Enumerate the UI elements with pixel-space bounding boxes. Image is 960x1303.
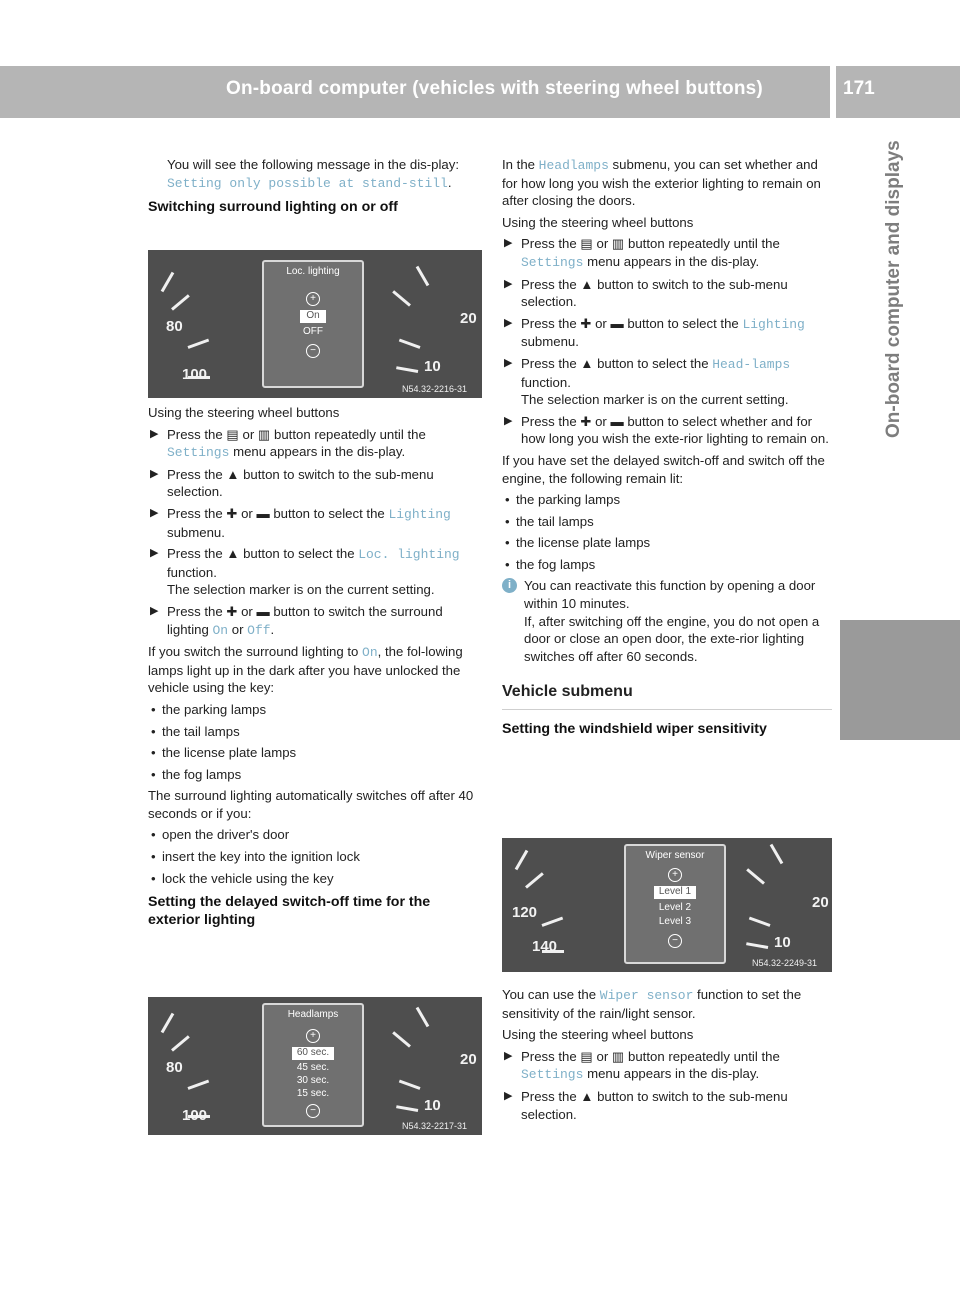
step-1: ▶ Press the ▤ or ▥ button repeatedly until the Settings menu appears in the dis-play. [150,426,426,461]
arrow-icon: ▶ [504,316,513,329]
gauge-number: 100 [182,1107,208,1124]
arrow-icon: ▶ [504,237,513,250]
side-tab-marker [840,620,960,740]
minus-icon: − [668,934,682,948]
heading-wiper-sensitivity: Setting the windshield wiper sensitivity [502,721,767,738]
list-item: • the fog lamps [151,766,242,782]
list-item: • the parking lamps [151,701,267,717]
arrow-icon: ▶ [504,277,513,290]
list-item: • open the driver's door [151,827,290,843]
gauge-number: 10 [424,358,441,375]
list-item: • the license plate lamps [151,745,297,761]
right-column [502,156,832,746]
plus-icon: + [306,1029,320,1043]
step-2: ▶ Press the ▲ button to switch to the sub-menu selection. [504,276,788,310]
gauge-number: 120 [512,904,538,921]
step-3: ▶ Press the ✚ or ▬ button to select the Lighting submenu. [504,315,805,350]
arrow-icon: ▶ [150,547,159,560]
step-1: ▶ Press the ▤ or ▥ button repeatedly until the Settings menu appears in the dis-play. [504,236,780,270]
info-note: i You can reactivate this function by opening a door within 10 minutes. If, after switching off the engine, you do not open a door or close an open door, the exte-rior lighting switches off after 60 seconds. [502,577,832,665]
list-item: • the fog lamps [505,556,596,572]
figure-headlamps [148,997,482,1135]
display-title: Headlamps [287,1009,339,1020]
gauge-number: 20 [460,310,477,327]
page-header-title: On-board computer (vehicles with steering wheel buttons) [226,78,763,99]
arrow-icon: ▶ [504,356,513,369]
step-2: ▶ Press the ▲ button to switch to the sub-menu selection. [150,466,434,500]
display-panel [624,844,726,964]
figure-reference: N54.32-2217-31 [402,1121,468,1131]
instruction-lead: Using the steering wheel buttons [502,214,694,230]
display-title: Loc. lighting [286,266,340,277]
minus-icon: − [306,344,320,358]
step-5: ▶ Press the ✚ or ▬ button to select whether and for how long you wish the exte-rior lighting to remain on. [504,413,829,447]
arrow-icon: ▶ [504,1049,513,1062]
display-option: 15 sec. [296,1088,330,1099]
instruction-lead: Using the steering wheel buttons [502,1027,694,1043]
paragraph: The surround lighting automatically switches off after 40 seconds or if you: [148,788,474,821]
list-item: • the license plate lamps [505,535,651,551]
arrow-icon: ▶ [150,427,159,440]
info-icon: i [502,578,517,593]
plus-icon: + [668,868,682,882]
gauge-number: 10 [774,934,791,951]
step-4: ▶ Press the ▲ button to select the Loc. lighting function. The selection marker is on the current setting. [150,546,460,598]
step-2: ▶ Press the ▲ button to switch to the sub-menu selection. [504,1088,788,1122]
heading-delayed-switch-off: Setting the delayed switch-off time for the exterior lighting [148,894,431,929]
paragraph: If you have set the delayed switch-off and switch off the engine, the following remain lit: [502,452,825,486]
paragraph: If you switch the surround lighting to On, the fol-lowing lamps light up in the dark after you have unlocked the vehicle using the key: [148,644,463,696]
display-option: Level 3 [658,916,692,927]
step-3: ▶ Press the ✚ or ▬ button to select the Lighting submenu. [150,505,451,540]
header-separator [830,66,836,118]
intro-paragraph: You will see the following message in the dis-play: Setting only possible at stand-still. [167,157,459,191]
list-item: • the tail lamps [505,513,594,529]
display-option: Level 2 [658,902,692,913]
display-selected: 60 sec. [292,1047,334,1060]
gauge-number: 10 [424,1097,441,1114]
instruction-lead: Using the steering wheel buttons [148,405,340,420]
figure-wiper-sensor [502,838,832,972]
step-5: ▶ Press the ✚ or ▬ button to switch the surround lighting On or Off. [150,603,443,638]
list-item: • the tail lamps [151,723,240,739]
step-4: ▶ Press the ▲ button to select the Head-lamps function. The selection marker is on the current setting. [504,355,791,408]
section-heading-vehicle-submenu: Vehicle submenu [502,683,832,710]
page-number: 171 [843,78,875,99]
arrow-icon: ▶ [150,604,159,617]
arrow-icon: ▶ [150,467,159,480]
arrow-icon: ▶ [504,1089,513,1102]
list-item: • the parking lamps [505,492,621,508]
figure-reference: N54.32-2216-31 [402,384,468,394]
arrow-icon: ▶ [150,506,159,519]
minus-icon: − [306,1104,320,1118]
left-column-body [148,404,482,937]
display-panel [262,1003,364,1127]
gauge-number: 20 [812,894,829,911]
gauge-number: 80 [166,1059,183,1076]
arrow-icon: ▶ [504,414,513,427]
display-option: 30 sec. [296,1075,330,1086]
right-column-body [502,986,832,1127]
display-option: OFF [303,326,323,337]
heading-surround-lighting: Switching surround lighting on or off [148,199,398,216]
display-panel [262,260,364,388]
display-option: 45 sec. [296,1062,330,1073]
paragraph: You can use the Wiper sensor function to set the sensitivity of the rain/light sensor. [502,987,802,1021]
gauge-number: 140 [532,938,558,955]
display-selected: Level 1 [654,886,696,899]
display-selected: On [300,310,326,323]
figure-loc-lighting [148,250,482,398]
gauge-number: 20 [460,1051,477,1068]
list-item: • lock the vehicle using the key [151,870,334,886]
list-item: • insert the key into the ignition lock [151,849,360,865]
gauge-number: 80 [166,318,183,335]
display-title: Wiper sensor [645,850,705,861]
side-tab-label: On-board computer and displays [883,140,904,438]
figure-reference: N54.32-2249-31 [752,958,818,968]
left-column [148,156,482,224]
step-1: ▶ Press the ▤ or ▥ button repeatedly until the Settings menu appears in the dis-play. [504,1048,780,1083]
paragraph: In the Headlamps submenu, you can set whether and for how long you wish the exterior lighting to remain on after closing the doors. [502,157,821,209]
gauge-number: 100 [182,366,208,383]
plus-icon: + [306,292,320,306]
